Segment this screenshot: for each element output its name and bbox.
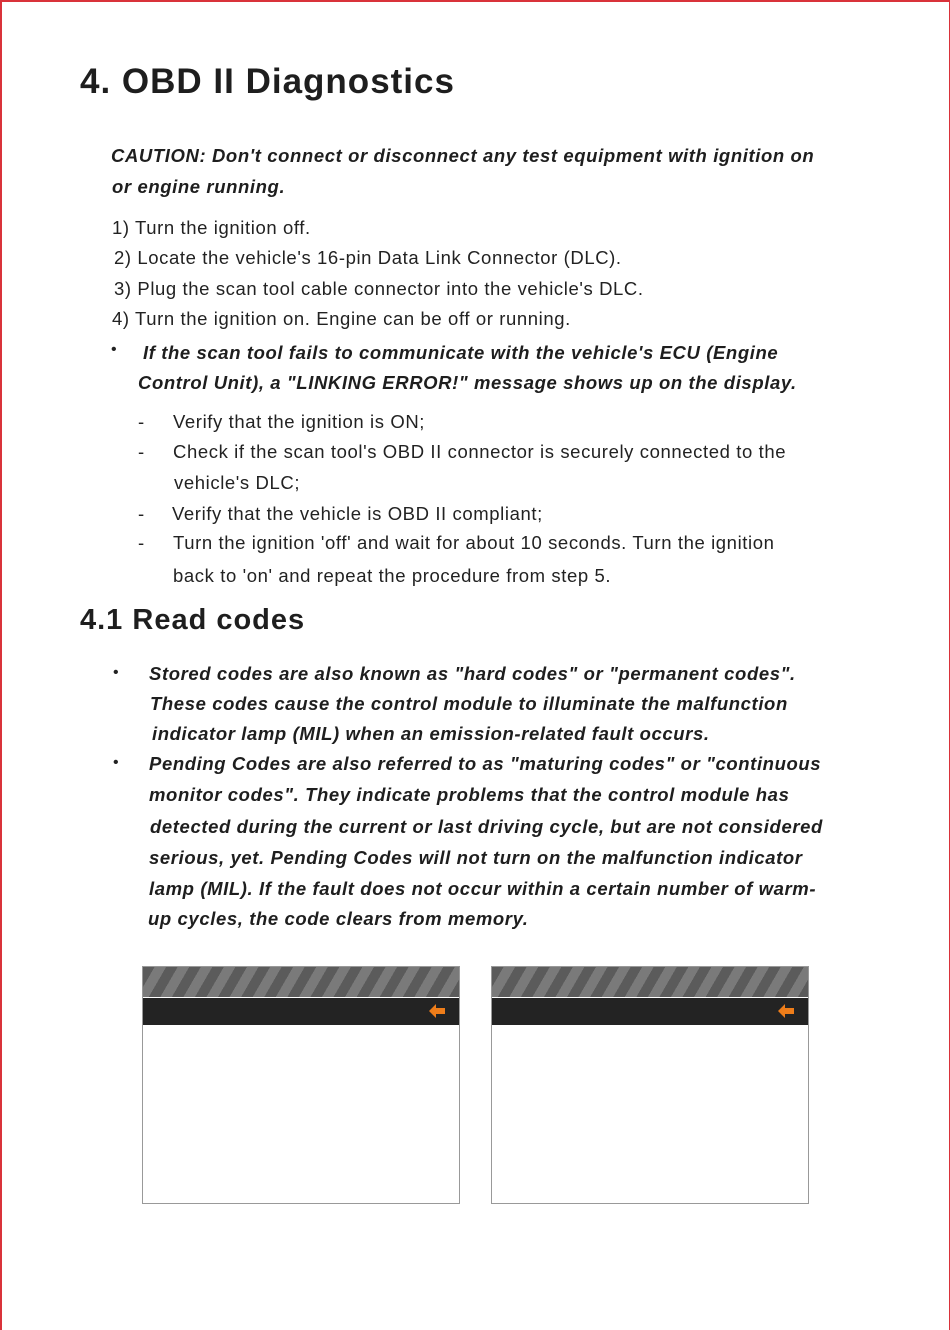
check-ignition-off-line-1: Turn the ignition 'off' and wait for about 10 seconds. Turn the ignition [173,532,775,553]
dash-1: - [138,411,145,432]
pending-line-5: lamp (MIL). If the fault does not occur within a certain number of warm- [149,878,817,899]
caution-line-2: or engine running. [112,176,286,197]
pending-line-4: serious, yet. Pending Codes will not turn on the malfunction indicator [149,847,803,868]
page-edge-left [0,0,2,1330]
stored-line-2: These codes cause the control module to illuminate the malfunction [150,693,788,714]
stored-line-1: Stored codes are also known as "hard codes" or "permanent codes". [149,663,796,684]
dash-4: - [138,532,145,553]
step-3: 3) Plug the scan tool cable connector into the vehicle's DLC. [114,278,644,299]
screen-title-bar [143,998,459,1025]
pending-line-3: detected during the current or last driving cycle, but are not considered [150,816,823,837]
dash-3: - [138,503,145,524]
step-1: 1) Turn the ignition off. [112,217,311,238]
step-4: 4) Turn the ignition on. Engine can be off or running. [112,308,571,329]
linking-line-2: Control Unit), a "LINKING ERROR!" message shows up on the display. [138,372,797,393]
dash-2: - [138,441,145,462]
bullet-pending: • [113,754,119,771]
page-edge-top [0,0,950,2]
back-arrow-icon[interactable] [429,1004,445,1018]
bullet-stored: • [113,664,119,681]
screen-title-bar [492,998,808,1025]
step-2: 2) Locate the vehicle's 16-pin Data Link Connector (DLC). [114,247,622,268]
pending-line-1: Pending Codes are also referred to as "maturing codes" or "continuous [149,753,822,774]
pending-line-2: monitor codes". They indicate problems that the control module has [149,784,790,805]
stored-line-3: indicator lamp (MIL) when an emission-related fault occurs. [152,723,710,744]
heading-obd-diagnostics: 4. OBD II Diagnostics [80,62,455,101]
check-connector-line-2: vehicle's DLC; [174,472,301,493]
back-arrow-icon[interactable] [778,1004,794,1018]
pending-line-6: up cycles, the code clears from memory. [148,908,529,929]
bullet-linking: • [111,341,117,358]
device-screen-right [491,966,809,1204]
check-compliant: Verify that the vehicle is OBD II compliant; [172,503,543,524]
check-connector-line-1: Check if the scan tool's OBD II connector is securely connected to the [173,441,787,462]
caution-line-1: CAUTION: Don't connect or disconnect any test equipment with ignition on [111,145,815,166]
check-ignition-on: Verify that the ignition is ON; [173,411,426,432]
linking-line-1: If the scan tool fails to communicate with the vehicle's ECU (Engine [143,342,779,363]
screen-header-stripe [492,967,808,997]
check-ignition-off-line-2: back to 'on' and repeat the procedure from step 5. [173,565,612,586]
device-screen-left [142,966,460,1204]
heading-read-codes: 4.1 Read codes [80,604,306,636]
screen-header-stripe [143,967,459,997]
